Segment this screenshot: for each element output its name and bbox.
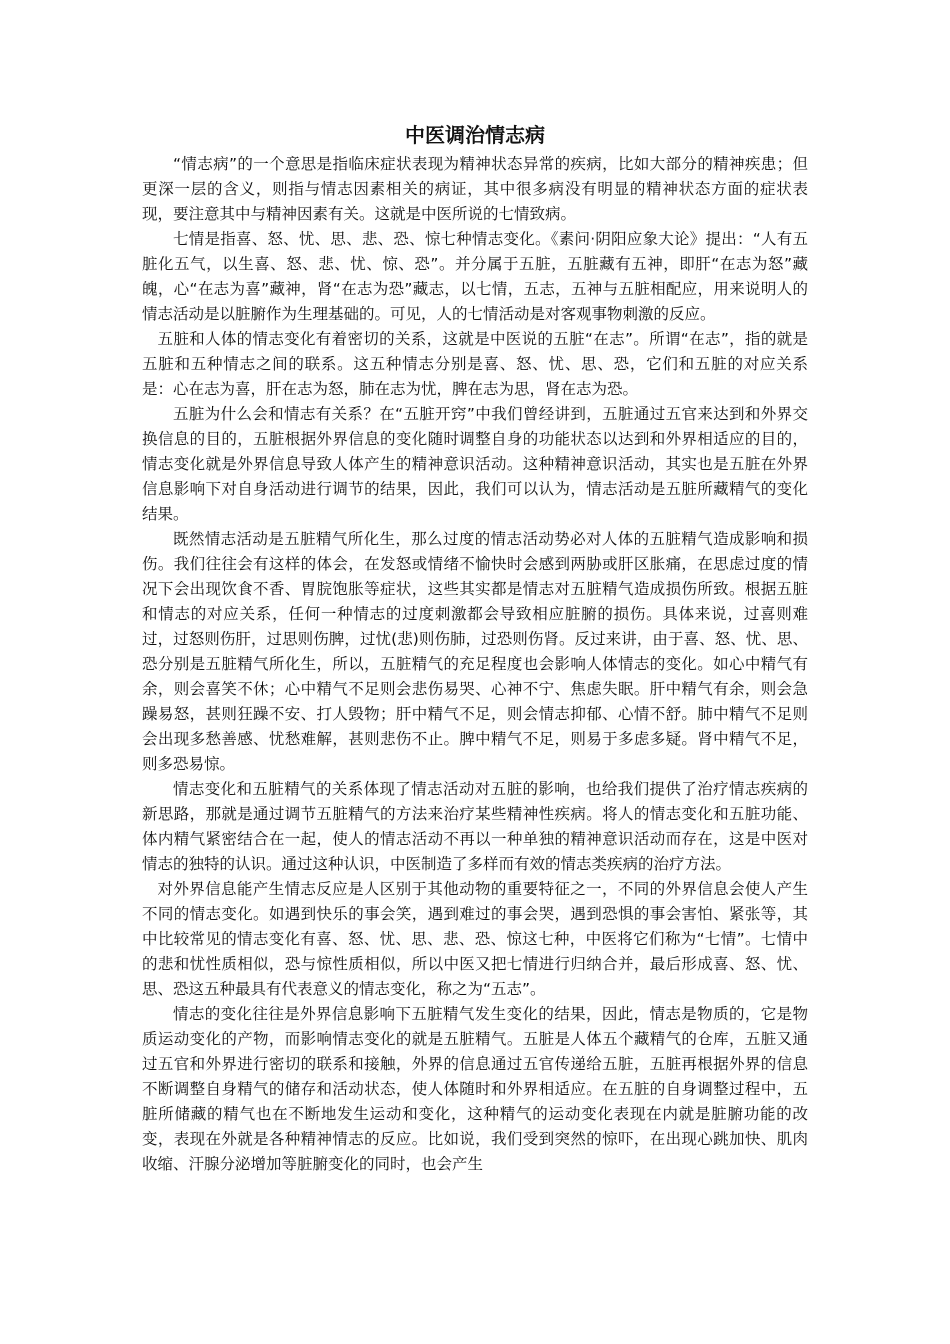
paragraph-1: “情志病”的一个意思是指临床症状表现为精神状态异常的疾病，比如大部分的精神疾患；但更深一层的含义，则指与情志因素相关的病证，其中很多病没有明显的精神状态方面的症状表现，要注意其中与精神因素有关。这就是中医所说的七情致病。	[142, 155, 808, 223]
document-page	[142, 120, 808, 1177]
paragraph-6: 情志变化和五脏精气的关系体现了情志活动对五脏的影响，也给我们提供了治疗情志疾病的新思路，那就是通过调节五脏精气的方法来治疗某些精神性疾病。将人的情志变化和五脏功能、体内精气紧密结合在一起，使人的情志活动不再以一种单独的精神意识活动而存在，这是中医对情志的独特的认识。通过这种认识，中医制造了多样而有效的情志类疾病的治疗方法。	[142, 780, 808, 873]
paragraph-5: 既然情志活动是五脏精气所化生，那么过度的情志活动势必对人体的五脏精气造成影响和损伤。我们往往会有这样的体会，在发怒或情绪不愉快时会感到两胁或肝区胀痛，在思虑过度的情况下会出现饮食不香、胃脘饱胀等症状，这些其实都是情志对五脏精气造成损伤所致。根据五脏和情志的对应关系，任何一种情志的过度刺激都会导致相应脏腑的损伤。具体来说，过喜则难过，过怒则伤肝，过思则伤脾，过忧(悲)则伤肺，过恐则伤肾。反过来讲，由于喜、怒、忧、思、恐分别是五脏精气所化生，所以，五脏精气的充足程度也会影响人体情志的变化。如心中精气有余，则会喜笑不休；心中精气不足则会悲伤易哭、心神不宁、焦虑失眠。肝中精气有余，则会急躁易怒，甚则狂躁不安、打人毁物；肝中精气不足，则会情志抑郁、心情不舒。肺中精气不足则会出现多愁善感、忧愁难解，甚则悲伤不止。脾中精气不足，则易于多虑多疑。肾中精气不足，则多恐易惊。	[142, 530, 808, 773]
paragraph-4: 五脏为什么会和情志有关系？在“五脏开窍”中我们曾经讲到，五脏通过五官来达到和外界交换信息的目的，五脏根据外界信息的变化随时调整自身的功能状态以达到和外界相适应的目的，情志变化就是外界信息导致人体产生的精神意识活动。这种精神意识活动，其实也是五脏在外界信息影响下对自身活动进行调节的结果，因此，我们可以认为，情志活动是五脏所藏精气的变化结果。	[142, 405, 808, 523]
paragraph-2: 七情是指喜、怒、忧、思、悲、恐、惊七种情志变化。《素问·阴阳应象大论》提出：“人有五脏化五气，以生喜、怒、悲、忧、惊、恐”。并分属于五脏，五脏藏有五神，即肝“在志为怒”藏魄，心“在志为喜”藏神，肾“在志为恐”藏志，以七情，五志，五神与五脏相配应，用来说明人的情志活动是以脏腑作为生理基础的。可见，人的七情活动是对客观事物刺激的反应。	[142, 230, 808, 323]
document-title: 中医调治情志病	[405, 123, 545, 147]
paragraph-8: 情志的变化往往是外界信息影响下五脏精气发生变化的结果，因此，情志是物质的，它是物质运动变化的产物，而影响情志变化的就是五脏精气。五脏是人体五个藏精气的仓库，五脏又通过五官和外界进行密切的联系和接触，外界的信息通过五官传递给五脏，五脏再根据外界的信息不断调整自身精气的储存和活动状态，使人体随时和外界相适应。在五脏的自身调整过程中，五脏所储藏的精气也在不断地发生运动和变化，这种精气的运动变化表现在内就是脏腑功能的改变，表现在外就是各种精神情志的反应。比如说，我们受到突然的惊吓，在出现心跳加快、肌肉收缩、汗腺分泌增加等脏腑变化的同时，也会产生	[142, 1005, 808, 1173]
paragraph-7: 对外界信息能产生情志反应是人区别于其他动物的重要特征之一，不同的外界信息会使人产生不同的情志变化。如遇到快乐的事会笑，遇到难过的事会哭，遇到恐惧的事会害怕、紧张等，其中比较常见的情志变化有喜、怒、忧、思、悲、恐、惊这七种，中医将它们称为“七情”。七情中的悲和忧性质相似，恐与惊性质相似，所以中医又把七情进行归纳合并，最后形成喜、怒、忧、思、恐这五种最具有代表意义的情志变化，称之为“五志”。	[142, 880, 808, 998]
paragraph-3: 五脏和人体的情志变化有着密切的关系，这就是中医说的五脏“在志”。所谓“在志”，指的就是五脏和五种情志之间的联系。这五种情志分别是喜、怒、忧、思、恐，它们和五脏的对应关系是：心在志为喜，肝在志为怒，肺在志为忧，脾在志为思，肾在志为恐。	[142, 330, 808, 398]
